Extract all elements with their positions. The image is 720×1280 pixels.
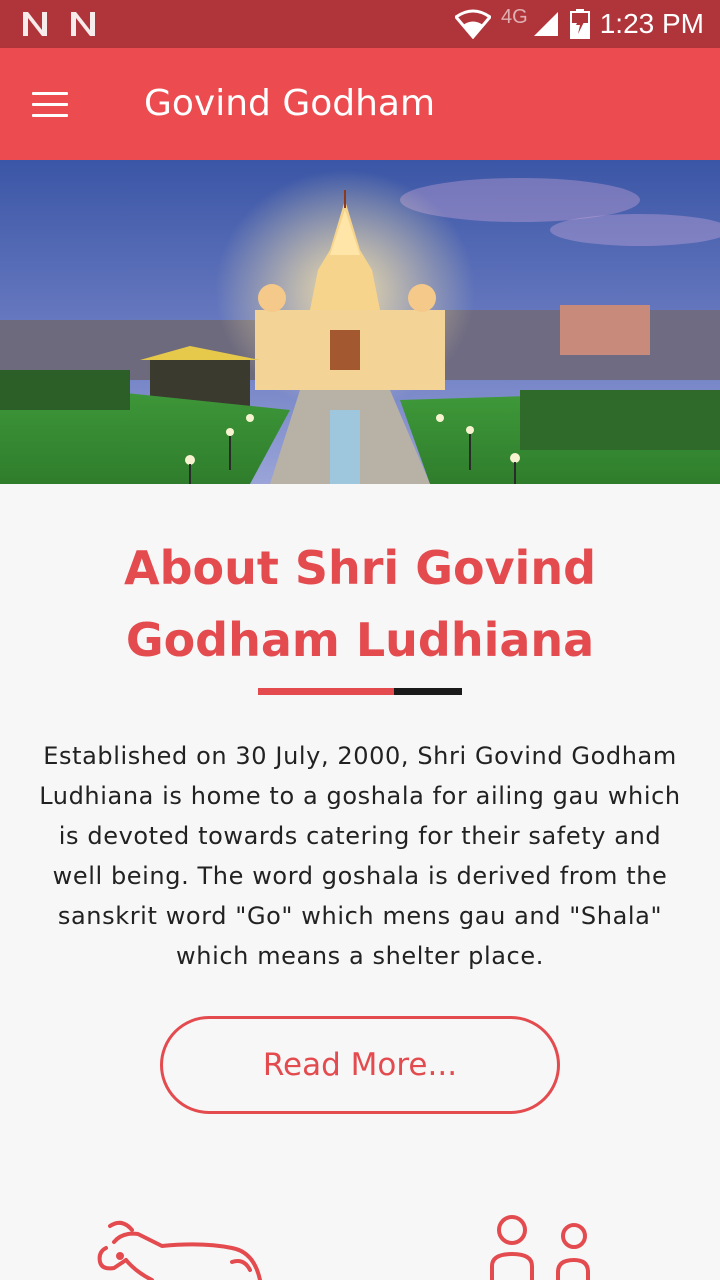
signal-icon	[532, 10, 560, 38]
hero-image	[0, 160, 720, 484]
wifi-icon	[455, 9, 491, 39]
network-type: 4G	[501, 5, 528, 28]
status-bar	[0, 0, 720, 48]
status-time: 1:23 PM	[599, 8, 704, 39]
read-more-button[interactable]: Read More...	[160, 1016, 560, 1114]
app-bar	[0, 48, 720, 160]
about-section	[0, 484, 720, 1280]
n-notification-icon	[20, 10, 50, 38]
title-divider	[258, 688, 462, 695]
temple-photo	[0, 160, 720, 484]
cow-icon[interactable]	[92, 1212, 264, 1280]
notification-icons	[20, 10, 98, 38]
n-notification-icon	[68, 10, 98, 38]
battery-charging-icon	[570, 9, 590, 39]
app-title: Govind Godham	[144, 83, 436, 124]
about-description: Established on 30 July, 2000, Shri Govind Godham Ludhiana is home to a goshala for ailing gau which is devoted towards catering for their safety and well being. The word goshala is derived from the sanskrit word "Go" which mens gau and "Shala" which means a shelter place.	[39, 742, 681, 970]
hamburger-menu-icon[interactable]	[22, 78, 78, 130]
about-title: About Shri Govind Godham Ludhiana	[123, 541, 597, 667]
people-icon[interactable]	[488, 1214, 592, 1280]
feature-icons	[0, 1204, 720, 1280]
